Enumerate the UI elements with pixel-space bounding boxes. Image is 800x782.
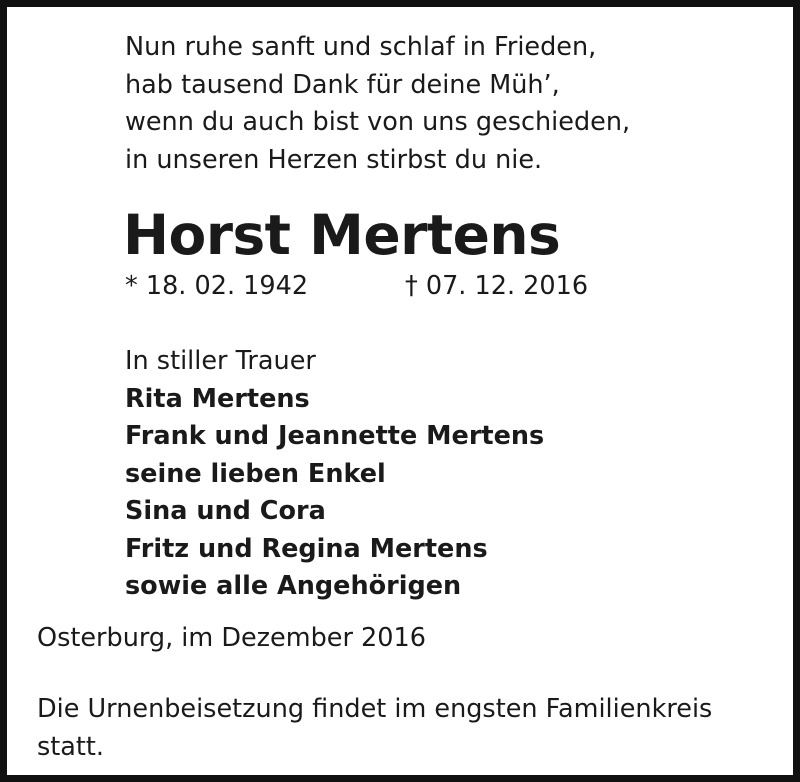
mourners-list [125, 343, 544, 606]
poem-line: in unseren Herzen stirbst du nie. [125, 144, 543, 175]
poem [125, 29, 630, 179]
deceased-name: Horst Mertens [123, 203, 561, 267]
mourner-name: Frank und Jeannette Mertens [125, 421, 545, 451]
poem-line: Nun ruhe sanft und schlaf in Frieden, [125, 32, 597, 62]
death-date: † 07. 12. 2016 [405, 271, 589, 301]
mourner-name: Sina und Cora [125, 496, 326, 526]
poem-line: hab tausend Dank für deine Müh’, [125, 69, 560, 100]
mourner-name: Rita Mertens [125, 383, 310, 414]
mourners-intro: In stiller Trauer [125, 346, 316, 376]
mourner-name: sowie alle Angehörigen [125, 571, 462, 601]
poem-line: wenn du auch bist von uns geschieden, [125, 107, 631, 137]
birth-date: * 18. 02. 1942 [125, 271, 309, 301]
mourner-name: Fritz und Regina Mertens [125, 533, 488, 564]
place-date: Osterburg, im Dezember 2016 [37, 623, 426, 653]
burial-notice: Die Urnenbeisetzung findet im engsten Familienkreis statt. [37, 694, 713, 762]
mourner-name: seine lieben Enkel [125, 458, 386, 489]
